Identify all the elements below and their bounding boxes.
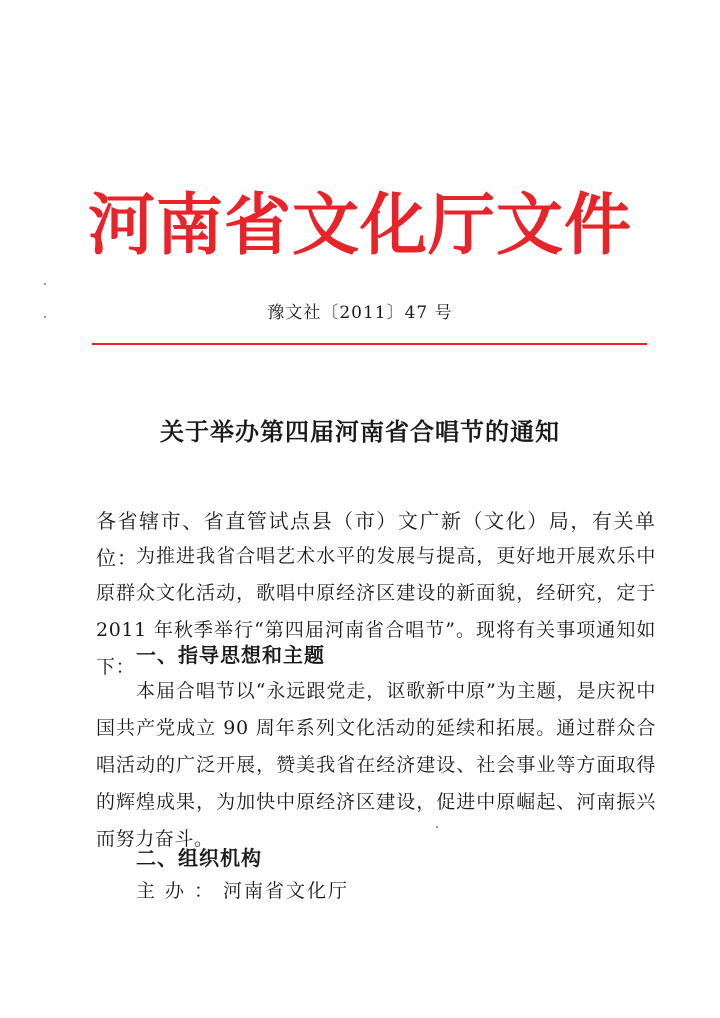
section-1-body: 本届合唱节以“永远跟党走，讴歌新中原”为主题，是庆祝中国共产党成立 90 周年系列文化活动的延续和拓展。通过群众合唱活动的广泛开展，赞美我省在经济建设、社会事业等方面取得的辉煌成果，为加快中原经济区建设，促进中原崛起、河南振兴而努力奋斗。 [96,680,656,850]
scan-speck [436,826,438,828]
intro-paragraph: 为推进我省合唱艺术水平的发展与提高，更好地开展欢乐中原群众文化活动，歌唱中原经济区建设的新面貌，经研究，定于 2011 年秋季举行“第四届河南省合唱节”。现将有关事项通知如下： [96,545,656,678]
document-header-title: 河南省文化厅文件 [88,185,632,264]
notice-title: 关于举办第四届河南省合唱节的通知 [160,417,560,446]
document-number: 豫文社〔2011〕47 号 [267,303,453,323]
scan-speck [44,316,46,318]
section-2-heading: 二、组织机构 [136,846,262,870]
section-1-heading: 一、指导思想和主题 [136,643,325,667]
host-value: 河南省文化厅 [223,880,350,902]
red-divider-line [92,343,647,345]
scan-speck [44,283,46,285]
salutation: 各省辖市、省直管试点县（市）文广新（文化）局，有关单位： [96,509,656,570]
host-label: 主办： [136,880,224,902]
host-line [136,876,349,906]
